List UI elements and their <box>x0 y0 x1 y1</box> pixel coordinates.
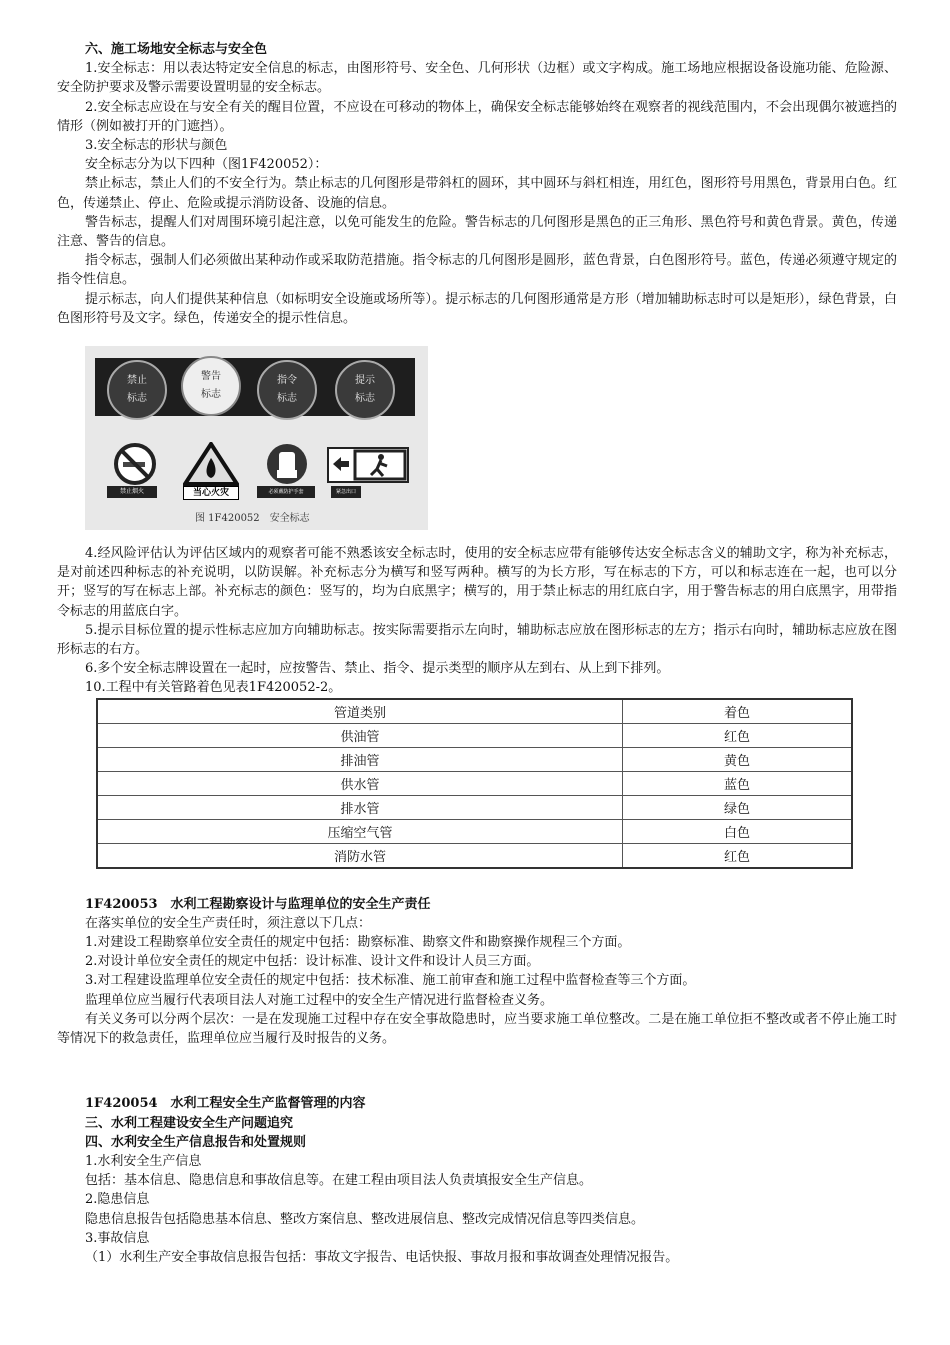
table-cell: 红色 <box>623 843 853 868</box>
paragraph-supplementary-sign: 4.经风险评估认为评估区域内的观察者可能不熟悉该安全标志时，使用的安全标志应带有能够传达安全标志含义的辅助文字，称为补充标志，是对前述四种标志的补充说明，以防误解。补充标志分为横写和竖写两种。横写的为长方形，写在标志的下方，可以和标志连在一起，也可以分开；竖写的写在标志上部。补充标志的颜色：竖写的，均为白底黑字；横写的，用于禁止标志的用红底白字，用于警告标志的用白底黑字，用带指令标志的用蓝底白字。 <box>57 546 897 619</box>
section-title: 六、施工场地安全标志与安全色 <box>85 42 268 57</box>
table-cell: 排水管 <box>97 795 623 819</box>
table-row <box>97 747 852 771</box>
paragraph-sign-order: 6.多个安全标志牌设置在一起时，应按警告、禁止、指令、提示类型的顺序从左到右、从上到下排列。 <box>85 661 670 677</box>
sec54-heading-4: 四、水利安全生产信息报告和处置规则 <box>85 1134 307 1150</box>
paragraph-pipe-color-intro: 10.工程中有关管路着色见表1F420052-2。 <box>85 680 342 696</box>
sec54-item-1-text: 包括：基本信息、隐患信息和事故信息等。在建工程由项目法人负责填报安全生产信息。 <box>85 1173 593 1189</box>
sec54-heading-3: 三、水利工程建设安全生产问题追究 <box>85 1115 294 1131</box>
sec54-item-2: 2.隐患信息 <box>85 1192 150 1208</box>
circle-warning-label: 警告 标志 <box>181 356 241 416</box>
paragraph-shape-color: 3.安全标志的形状与颜色 <box>85 138 228 154</box>
emergency-exit-icon <box>327 442 409 486</box>
pipe-color-table <box>96 698 853 869</box>
paragraph-warning-sign: 警告标志，提醒人们对周围环境引起注意，以免可能发生的危险。警告标志的几何图形是黑色的正三角形、黑色符号和黄色背景。黄色，传递注意、警告的信息。 <box>57 214 897 250</box>
section-54-title: 1F420054 水利工程安全生产监督管理的内容 <box>85 1096 366 1112</box>
sec53-intro: 在落实单位的安全生产责任时，须注意以下几点： <box>85 915 372 931</box>
figure-caption: 图 1F420052 安全标志 <box>195 513 310 525</box>
paragraph-sign-location: 2.安全标志应设在与安全有关的醒目位置，不应设在可移动的物体上，确保安全标志能够始终在观察者的视线范围内，不会出现偶尔被遮挡的情形（例如被打开的门遮挡）。 <box>57 99 897 134</box>
sec53-item-2: 2.对设计单位安全责任的规定中包括：设计标准、设计文件和设计人员三方面。 <box>85 954 540 970</box>
paragraph-mandatory-sign: 指令标志，强制人们必须做出某种动作或采取防范措施。指令标志的几何图形是圆形，蓝色背景，白色图形符号。蓝色，传递必须遵守规定的指令性信息。 <box>57 253 897 288</box>
table-header-cell: 着色 <box>623 699 853 724</box>
sec54-item-3-text: （1）水利生产安全事故信息报告包括：事故文字报告、电话快报、事故月报和事故调查处理情况报告。 <box>85 1249 679 1265</box>
table-cell: 白色 <box>623 819 853 843</box>
sec53-item-3: 3.对工程建设监理单位安全责任的规定中包括：技术标准、施工前审查和施工过程中监督检查等三个方面。 <box>85 973 696 989</box>
sec53-supervision: 监理单位应当履行代表项目法人对施工过程中的安全生产情况进行监督检查义务。 <box>85 992 554 1008</box>
table-cell: 压缩空气管 <box>97 819 623 843</box>
safety-sign-figure <box>85 346 428 530</box>
sec53-obligations: 有关义务可以分两个层次：一是在发现施工过程中存在安全事故隐患时，应当要求施工单位整改。二是在施工单位拒不整改或者不停止施工时等情况下的救急责任，监理单位应当履行及时报告的义务。 <box>57 1011 897 1047</box>
section-53-title: 1F420053 水利工程勘察设计与监理单位的安全生产责任 <box>85 896 431 912</box>
paragraph-direction-sign: 5.提示目标位置的提示性标志应加方向辅助标志。按实际需要指示左向时，辅助标志应放在图形标志的左方；指示右向时，辅助标志应放在图形标志的右方。 <box>57 622 897 658</box>
table-header-row <box>97 699 852 724</box>
table-row <box>97 819 852 843</box>
sign-caption-emergency-exit: 紧急出口 <box>331 486 361 498</box>
paragraph-four-types: 安全标志分为以下四种（图1F420052）： <box>85 157 328 173</box>
sec54-item-3: 3.事故信息 <box>85 1230 150 1246</box>
fire-warning-icon <box>183 442 239 486</box>
circle-information-label: 提示 标志 <box>335 360 395 420</box>
circle-prohibition-label: 禁止 标志 <box>107 360 167 420</box>
table-cell: 黄色 <box>623 747 853 771</box>
table-cell: 供油管 <box>97 723 623 747</box>
document-page <box>57 40 897 1267</box>
sec53-item-1: 1.对建设工程勘察单位安全责任的规定中包括：勘察标准、勘察文件和勘察操作规程三个方面。 <box>85 935 631 951</box>
table-cell: 蓝色 <box>623 771 853 795</box>
circle-mandatory-label: 指令 标志 <box>257 360 317 420</box>
no-smoking-icon <box>107 442 163 486</box>
paragraph-safety-sign-definition: 1.安全标志：用以表达特定安全信息的标志，由图形符号、安全色、几何形状（边框）或文字构成。施工场地应根据设备设施功能、危险源、安全防护要求及警示需要设置明显的安全标志。 <box>57 61 897 96</box>
glove-mandatory-icon <box>259 442 315 486</box>
paragraph-information-sign: 提示标志，向人们提供某种信息（如标明安全设施或场所等）。提示标志的几何图形通常是方形（增加辅助标志时可以是矩形），绿色背景，白色图形符号及文字。绿色，传递安全的提示性信息。 <box>57 291 897 326</box>
table-row <box>97 723 852 747</box>
paragraph-prohibition-sign: 禁止标志，禁止人们的不安全行为。禁止标志的几何图形是带斜杠的圆环，其中圆环与斜杠相连，用红色，图形符号用黑色，背景用白色。红色，传递禁止、停止、危险或提示消防设备、设施的信息。 <box>57 176 897 211</box>
table-cell: 消防水管 <box>97 843 623 868</box>
sign-caption-no-smoking: 禁止烟火 <box>107 486 157 498</box>
table-cell: 供水管 <box>97 771 623 795</box>
table-row <box>97 795 852 819</box>
table-cell: 绿色 <box>623 795 853 819</box>
table-cell: 红色 <box>623 723 853 747</box>
sec54-item-2-text: 隐患信息报告包括隐患基本信息、整改方案信息、整改进展信息、整改完成情况信息等四类信息。 <box>85 1211 645 1227</box>
table-header-cell: 管道类别 <box>97 699 623 724</box>
table-cell: 排油管 <box>97 747 623 771</box>
sec54-item-1: 1.水利安全生产信息 <box>85 1153 202 1169</box>
table-row <box>97 843 852 868</box>
table-row <box>97 771 852 795</box>
sign-caption-gloves: 必须戴防护手套 <box>257 486 315 498</box>
sign-caption-fire-warning: 当心火灾 <box>183 486 239 500</box>
